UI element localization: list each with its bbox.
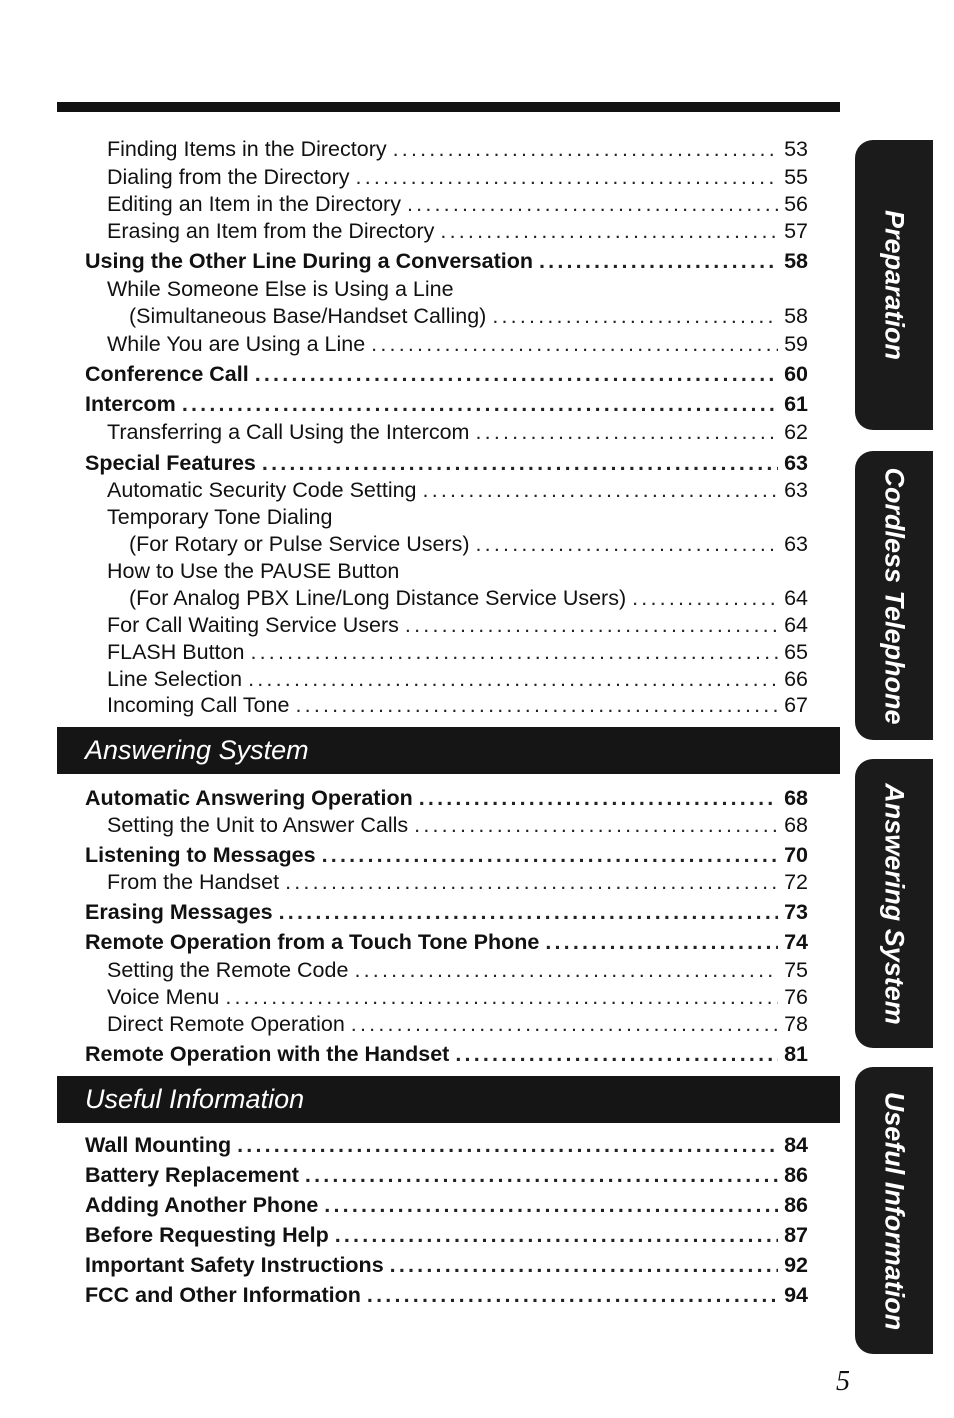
toc-entry[interactable] [85,785,808,812]
section-band-answering-system [57,727,840,774]
side-tab-label: Answering System [879,782,910,1025]
toc-entry-title: Voice Menu [107,984,225,1011]
toc-entry-title: Before Requesting Help [85,1222,335,1249]
toc-leader-dots [285,869,778,896]
toc-entry-page: 75 [784,958,808,982]
toc-leader-dots [440,218,778,245]
toc-entry-page: 53 [784,137,808,161]
toc-entry-title: (Simultaneous Base/Handset Calling) [129,303,492,330]
toc-entry[interactable] [107,666,808,693]
toc-entry-page: 68 [784,813,808,837]
toc-leader-dots [475,419,778,446]
toc-leader-dots [305,1162,778,1189]
side-tab-label: Preparation [879,209,910,361]
toc-entry-page: 61 [784,392,808,416]
toc-entry[interactable] [107,612,808,639]
toc-entry-page: 87 [784,1223,808,1247]
toc-entry-title: Transferring a Call Using the Intercom [107,419,475,446]
toc-leader-dots [390,1252,778,1279]
toc-entry[interactable] [107,984,808,1011]
toc-entry[interactable] [107,869,808,896]
toc-entry-title: Automatic Answering Operation [85,785,419,812]
toc-entry[interactable] [129,531,808,558]
toc-entry-page: 59 [784,332,808,356]
toc-leader-dots [182,391,778,418]
toc-entry-title: Adding Another Phone [85,1192,324,1219]
toc-entry[interactable] [107,419,808,446]
side-tab-label: Cordless Telephone [879,466,910,725]
toc-leader-dots [492,303,778,330]
toc-entry-title: Wall Mounting [85,1132,237,1159]
toc-entry-title: Setting the Remote Code [107,957,354,984]
toc-entry-page: 84 [784,1133,808,1157]
toc-entry[interactable] [107,164,808,191]
toc-leader-dots [250,639,778,666]
toc-entry-title: Using the Other Line During a Conversation [85,248,539,275]
toc-entry-title: FLASH Button [107,639,250,666]
toc-entry[interactable] [107,957,808,984]
toc-entry[interactable] [129,303,808,330]
toc-leader-dots [423,477,778,504]
toc-entry[interactable] [129,585,808,612]
toc-entry[interactable] [107,639,808,666]
toc-leader-dots [405,612,778,639]
page-number: 5 [836,1366,850,1397]
section-band-title: Useful Information [85,1084,305,1114]
toc-entry-title: Intercom [85,391,182,418]
toc-entry-page: 63 [784,532,808,556]
toc-entry[interactable] [107,558,808,585]
toc-entry-title: While You are Using a Line [107,331,371,358]
toc-entry-title: FCC and Other Information [85,1282,367,1309]
toc-entry-title: While Someone Else is Using a Line [107,276,460,303]
toc-leader-dots [419,785,778,812]
toc-entry-page: 57 [784,219,808,243]
toc-leader-dots [371,331,778,358]
toc-entry[interactable] [107,692,808,719]
toc-entry-title: Special Features [85,450,262,477]
toc-entry[interactable] [85,1192,808,1219]
section-band-title: Answering System [85,735,309,765]
toc-entry-page: 76 [784,985,808,1009]
toc-entry[interactable] [85,361,808,388]
toc-leader-dots [632,585,778,612]
toc-entry-page: 70 [784,843,808,867]
toc-entry-title: Remote Operation from a Touch Tone Phone [85,929,545,956]
toc-entry-title: Temporary Tone Dialing [107,504,338,531]
toc-entry[interactable] [107,191,808,218]
toc-entry-page: 94 [784,1283,808,1307]
toc-leader-dots [262,450,778,477]
toc-entry-page: 63 [784,451,808,475]
toc-entry[interactable] [107,504,808,531]
toc-entry-title: Line Selection [107,666,248,693]
toc-entry[interactable] [107,218,808,245]
side-tab-useful-information[interactable] [855,1067,933,1354]
toc-entry[interactable] [85,450,808,477]
toc-entry[interactable] [85,248,808,275]
toc-entry-title: For Call Waiting Service Users [107,612,405,639]
toc-entry[interactable] [85,1132,808,1159]
toc-entry-page: 78 [784,1012,808,1036]
toc-entry-page: 64 [784,586,808,610]
toc-leader-dots [407,191,778,218]
toc-leader-dots [279,899,778,926]
toc-entry-page: 63 [784,478,808,502]
toc-entry-title: Battery Replacement [85,1162,305,1189]
toc-entry[interactable] [85,1162,808,1189]
toc-entry-page: 86 [784,1163,808,1187]
toc-leader-dots [476,531,779,558]
toc-leader-dots [237,1132,778,1159]
toc-entry[interactable] [85,1282,808,1309]
toc-entry-title: Erasing Messages [85,899,279,926]
toc-entry-page: 55 [784,165,808,189]
section-band-useful-information [57,1076,840,1123]
toc-entry[interactable] [107,136,808,163]
toc-entry-page: 60 [784,362,808,386]
toc-entry-title: Incoming Call Tone [107,692,295,719]
toc-entry-page: 66 [784,667,808,691]
toc-entry-title: Direct Remote Operation [107,1011,351,1038]
toc-leader-dots [255,361,778,388]
toc-entry[interactable] [107,1011,808,1038]
toc-entry-title: Automatic Security Code Setting [107,477,423,504]
toc-leader-dots [295,692,778,719]
toc-entry[interactable] [107,477,808,504]
toc-leader-dots [367,1282,778,1309]
toc-entry-page: 67 [784,693,808,717]
toc-entry-page: 58 [784,249,808,273]
toc-entry[interactable] [107,812,808,839]
toc-entry-page: 56 [784,192,808,216]
toc-entry-title: Finding Items in the Directory [107,136,393,163]
toc-leader-dots [545,929,778,956]
toc-entry[interactable] [85,1222,808,1249]
toc-entry[interactable] [85,929,808,956]
toc-entry-title: Conference Call [85,361,255,388]
toc-entry-title: From the Handset [107,869,285,896]
toc-leader-dots [351,1011,778,1038]
toc-leader-dots [414,812,778,839]
toc-entry[interactable] [85,391,808,418]
toc-entry-title: Editing an Item in the Directory [107,191,407,218]
toc-leader-dots [335,1222,778,1249]
toc-leader-dots [354,957,778,984]
toc-entry[interactable] [85,899,808,926]
toc-leader-dots [322,842,778,869]
side-tab-answering-system[interactable] [855,759,933,1048]
side-tab-preparation[interactable] [855,140,933,430]
toc-entry-page: 86 [784,1193,808,1217]
toc-entry-page: 73 [784,900,808,924]
toc-entry[interactable] [85,842,808,869]
side-tab-label: Useful Information [879,1091,910,1330]
toc-leader-dots [225,984,778,1011]
toc-entry-title: Important Safety Instructions [85,1252,390,1279]
toc-entry-page: 92 [784,1253,808,1277]
top-rule [57,102,840,112]
toc-entry[interactable] [85,1041,808,1068]
toc-entry-page: 62 [784,420,808,444]
toc-entry-page: 74 [784,930,808,954]
toc-entry[interactable] [85,1252,808,1279]
toc-entry-page: 65 [784,640,808,664]
toc-entry-title: How to Use the PAUSE Button [107,558,405,585]
toc-leader-dots [539,248,778,275]
toc-entry-title: Setting the Unit to Answer Calls [107,812,414,839]
toc-entry-page: 58 [784,304,808,328]
toc-entry-title: (For Rotary or Pulse Service Users) [129,531,476,558]
toc-leader-dots [455,1041,778,1068]
toc-leader-dots [324,1192,778,1219]
side-tab-cordless-telephone[interactable] [855,451,933,740]
toc-entry-page: 81 [784,1042,808,1066]
toc-entry-title: Listening to Messages [85,842,322,869]
toc-entry-page: 64 [784,613,808,637]
toc-leader-dots [393,136,778,163]
toc-entry-title: Erasing an Item from the Directory [107,218,440,245]
toc-entry-page: 68 [784,786,808,810]
toc-entry-page: 72 [784,870,808,894]
toc-entry[interactable] [107,276,808,303]
toc-entry[interactable] [107,331,808,358]
toc-leader-dots [356,164,778,191]
toc-entry-title: (For Analog PBX Line/Long Distance Service Users) [129,585,632,612]
toc-leader-dots [248,666,778,693]
toc-entry-title: Dialing from the Directory [107,164,356,191]
toc-entry-title: Remote Operation with the Handset [85,1041,455,1068]
